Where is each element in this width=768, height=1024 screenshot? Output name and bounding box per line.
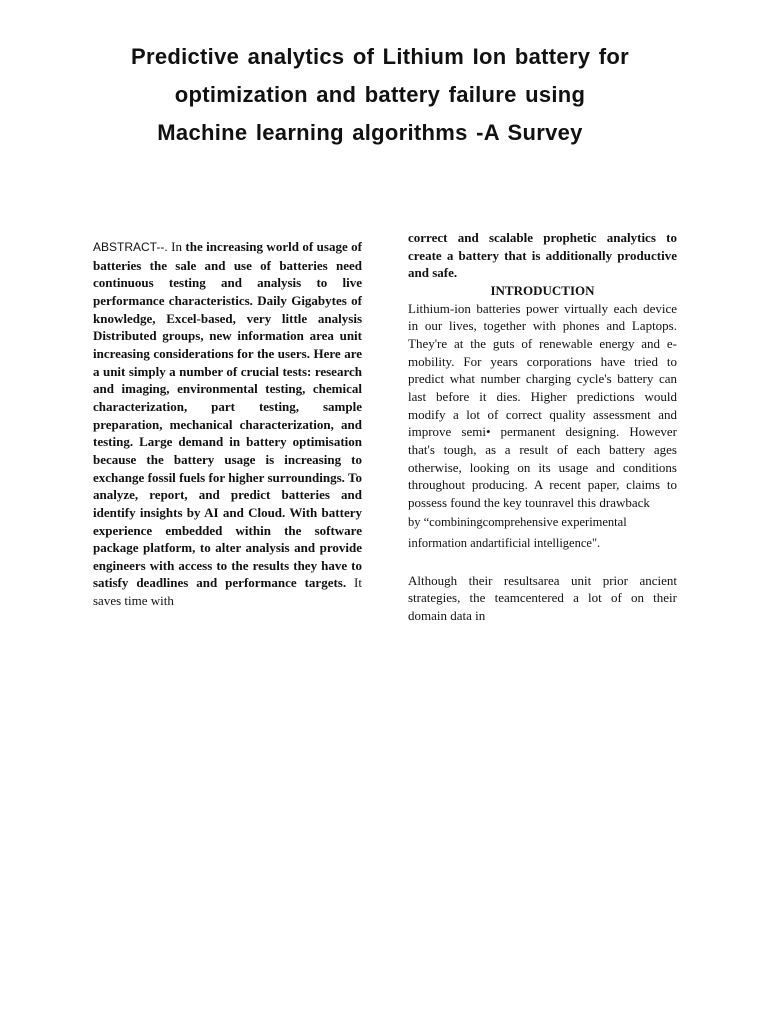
abstract-body: the increasing world of usage of batteries the sale and use of batteries need continuous testing and analysis to live performance characteristics. Daily Gigabytes of knowledge, Excel-based, very little analysis Distributed groups, new information area unit increasing considerations for the users. Here are a unit simply a number of crucial tests: research and imaging, environmental testing, chemical characterization, part testing, sample preparation, mechanical characterization, and testing. Large demand in battery optimisation because the battery usage is increasing to exchange fossil fuels for higher surroundings. To analyze, report, and predict batteries and identify insights by AI and Cloud. With battery experience embedded within the software package platform, to alter analysis and provide engineers with access to the results they have to satisfy deadlines and performance targets. bbox=[93, 239, 362, 591]
abstract-intro: In bbox=[167, 239, 182, 254]
quote-line-2: information andartificial intelligence". bbox=[408, 535, 601, 550]
abstract-tail: It saves time with bbox=[93, 575, 362, 609]
title-line-3: Machine learning algorithms -A Survey bbox=[157, 120, 583, 145]
abstract-column bbox=[93, 238, 362, 610]
abstract-continuation: correct and scalable prophetic analytics to create a battery that is additionally productive and safe. bbox=[408, 230, 677, 281]
introduction-paragraph: Lithium-ion batteries power virtually each device in our lives, together with phones and Laptops. They're at the guts of renewable energy and e-mobility. For years corporations have tried to predict what number charging cycle's battery can last before it dies. Higher predictions would modify a lot of correct quality assessment and improve semi• permanent designing. However that's tough, as a result of each battery ages otherwise, looking on its usage and conditions throughout producing. A recent paper, claims to possess found the key tounravel this drawback bbox=[408, 300, 677, 510]
abstract-label: ABSTRACT--. bbox=[93, 240, 168, 254]
section-heading-introduction: INTRODUCTION bbox=[490, 282, 595, 298]
title-line-1: Predictive analytics of Lithium Ion battery for bbox=[131, 44, 629, 69]
quote-line-1: by “combiningcomprehensive experimental bbox=[408, 514, 627, 529]
title-line-2: optimization and battery failure using bbox=[174, 82, 586, 107]
second-paragraph: Although their resultsarea unit prior ancient strategies, the teamcentered a lot of on their domain data in bbox=[408, 572, 677, 623]
right-column bbox=[408, 229, 677, 624]
